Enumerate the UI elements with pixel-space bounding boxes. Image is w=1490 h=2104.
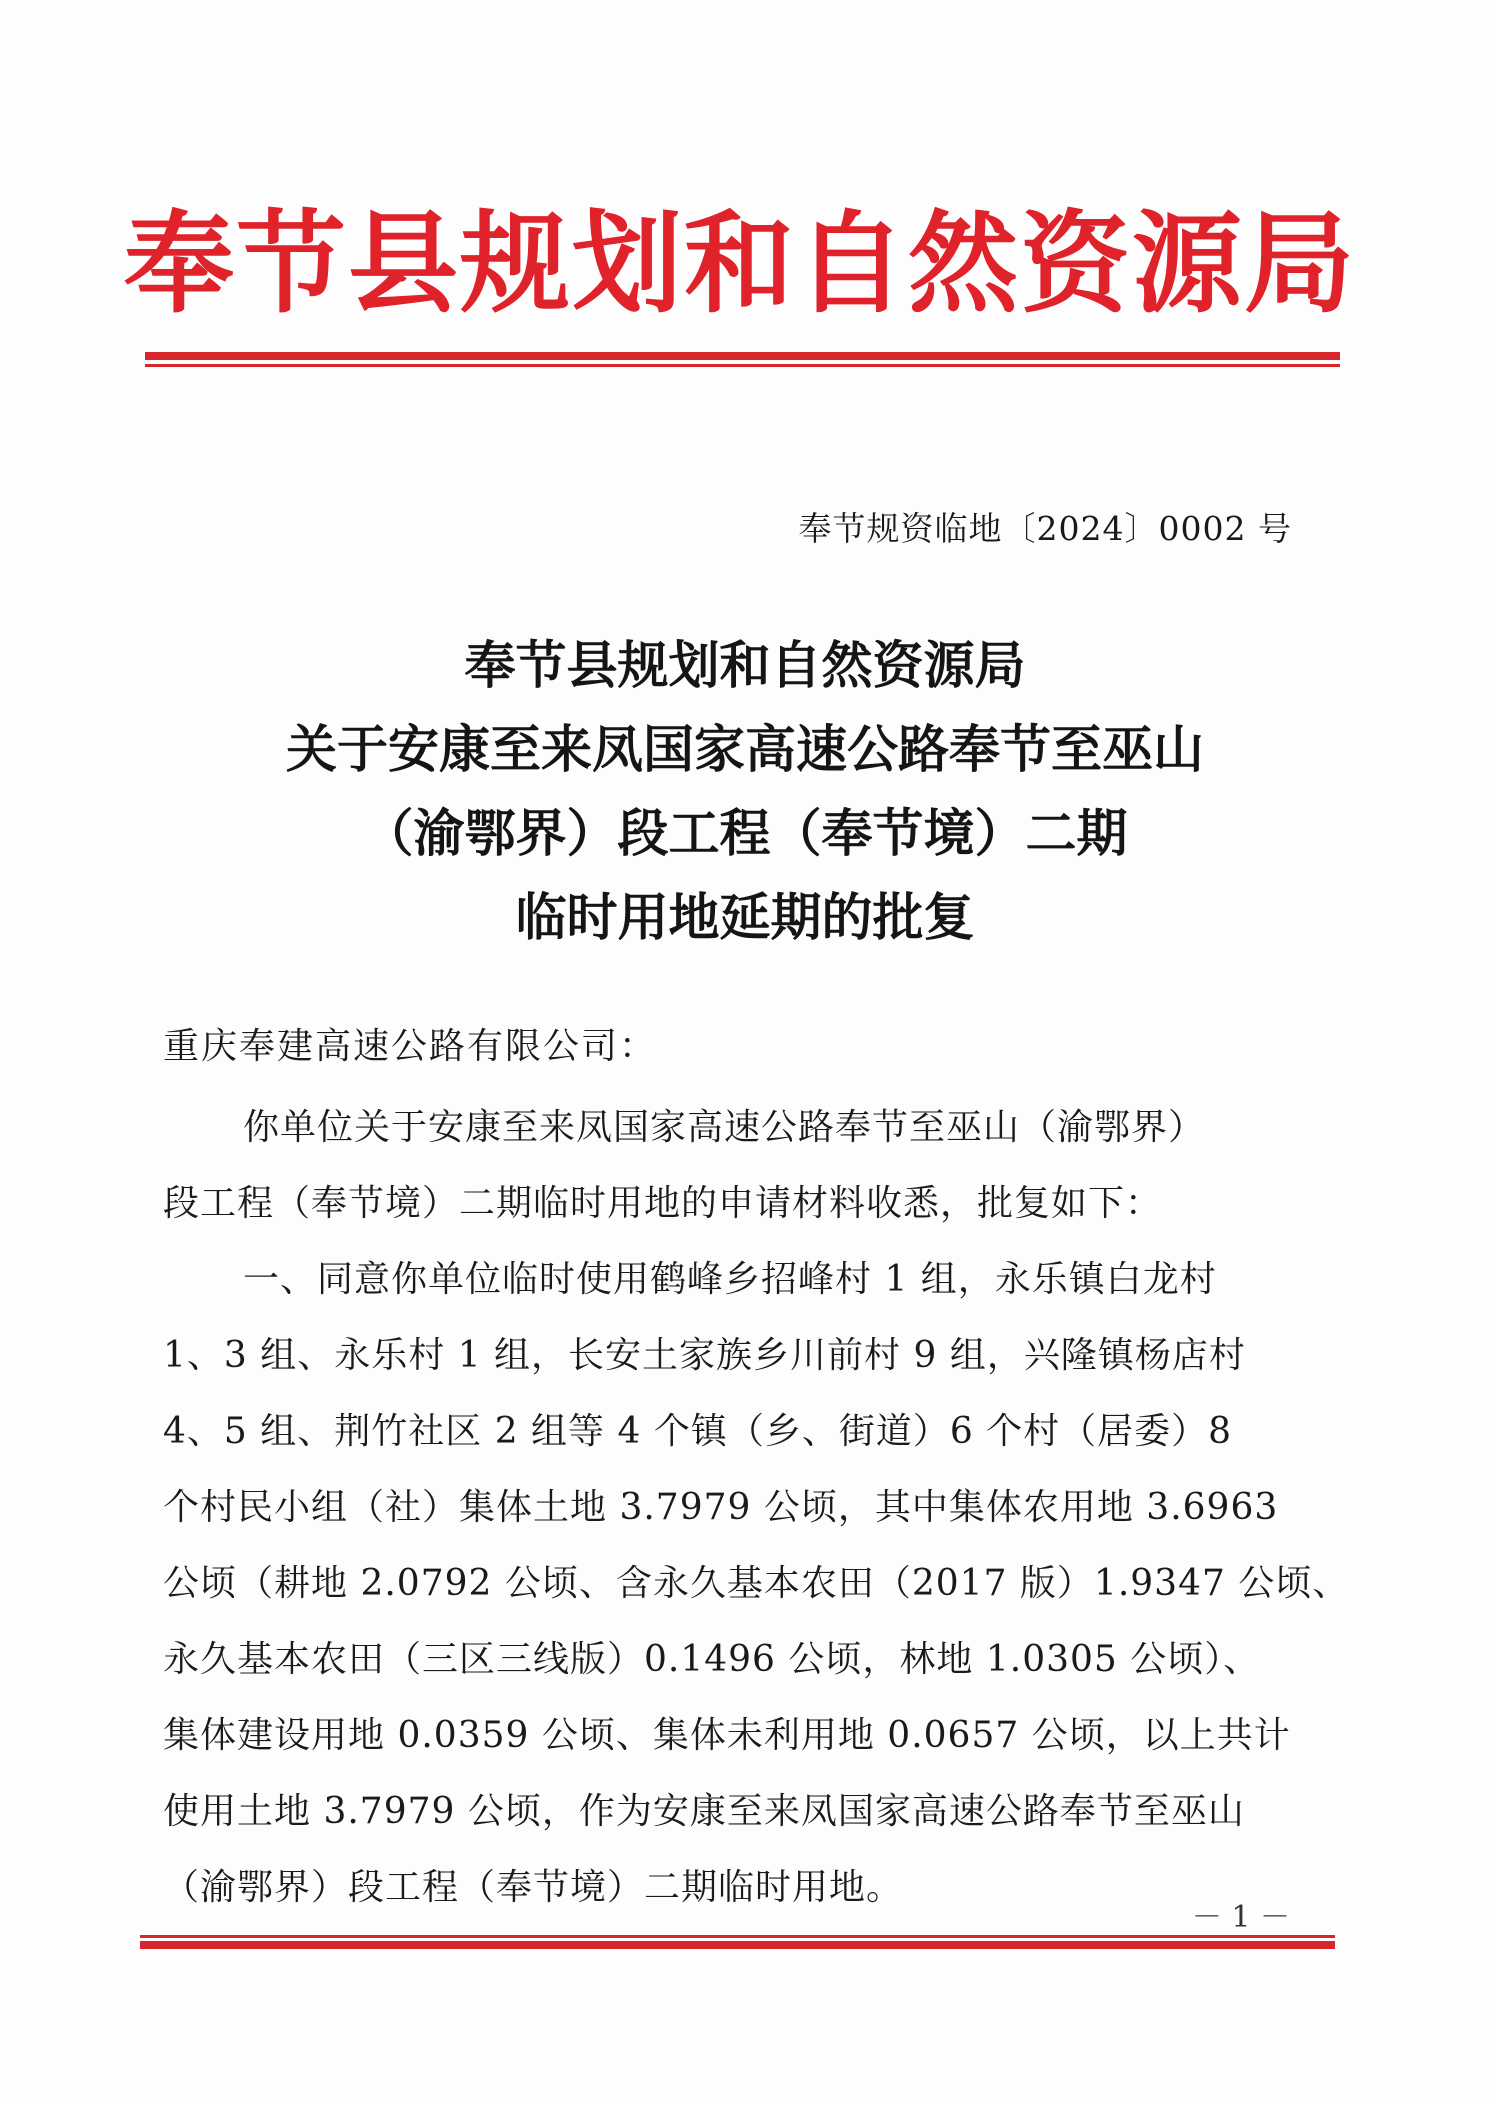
body-line: 段工程（奉节境）二期临时用地的申请材料收悉，批复如下：	[163, 1183, 1163, 1224]
body-line: 你单位关于安康至来凤国家高速公路奉节至巫山（渝鄂界）	[243, 1107, 1206, 1148]
body-line: 4、5 组、荆竹社区 2 组等 4 个镇（乡、街道）6 个村（居委）8	[163, 1411, 1233, 1452]
red-rule-thin	[140, 1935, 1335, 1938]
body-text	[163, 1090, 1350, 1926]
page-number: － 1 －	[1191, 1900, 1290, 1935]
body-line: 个村民小组（社）集体土地 3.7979 公顷，其中集体农用地 3.6963	[163, 1487, 1279, 1528]
body-line: 公顷（耕地 2.0792 公顷、含永久基本农田（2017 版）1.9347 公顷、	[163, 1563, 1350, 1604]
agency-letterhead-title: 奉节县规划和自然资源局	[124, 199, 1356, 328]
body-line: 一、同意你单位临时使用鹤峰乡招峰村 1 组，永乐镇白龙村	[243, 1259, 1217, 1300]
salutation: 重庆奉建高速公路有限公司：	[163, 1026, 658, 1067]
body-line: 集体建设用地 0.0359 公顷、集体未利用地 0.0657 公顷，以上共计	[163, 1715, 1291, 1756]
body-line: （渝鄂界）段工程（奉节境）二期临时用地。	[163, 1867, 904, 1908]
body-line: 1、3 组、永乐村 1 组，长安土家族乡川前村 9 组，兴隆镇杨店村	[163, 1335, 1246, 1376]
body-line: 永久基本农田（三区三线版）0.1496 公顷，林地 1.0305 公顷）、	[163, 1639, 1261, 1680]
heading-line-4: 临时用地延期的批复	[515, 889, 975, 948]
document-heading	[150, 625, 1340, 961]
heading-line-1: 奉节县规划和自然资源局	[464, 637, 1026, 696]
document-number: 奉节规资临地〔2024〕0002 号	[798, 509, 1292, 548]
body-line: 使用土地 3.7979 公顷，作为安康至来凤国家高速公路奉节至巫山	[163, 1791, 1245, 1832]
red-rule-thin	[145, 364, 1340, 367]
letterhead-red-rule	[145, 352, 1340, 368]
heading-line-3: （渝鄂界）段工程（奉节境）二期	[362, 805, 1128, 864]
red-rule-thick	[140, 1941, 1335, 1949]
heading-line-2: 关于安康至来凤国家高速公路奉节至巫山	[285, 721, 1204, 780]
red-rule-thick	[145, 352, 1340, 360]
footer-red-rule	[140, 1935, 1335, 1951]
